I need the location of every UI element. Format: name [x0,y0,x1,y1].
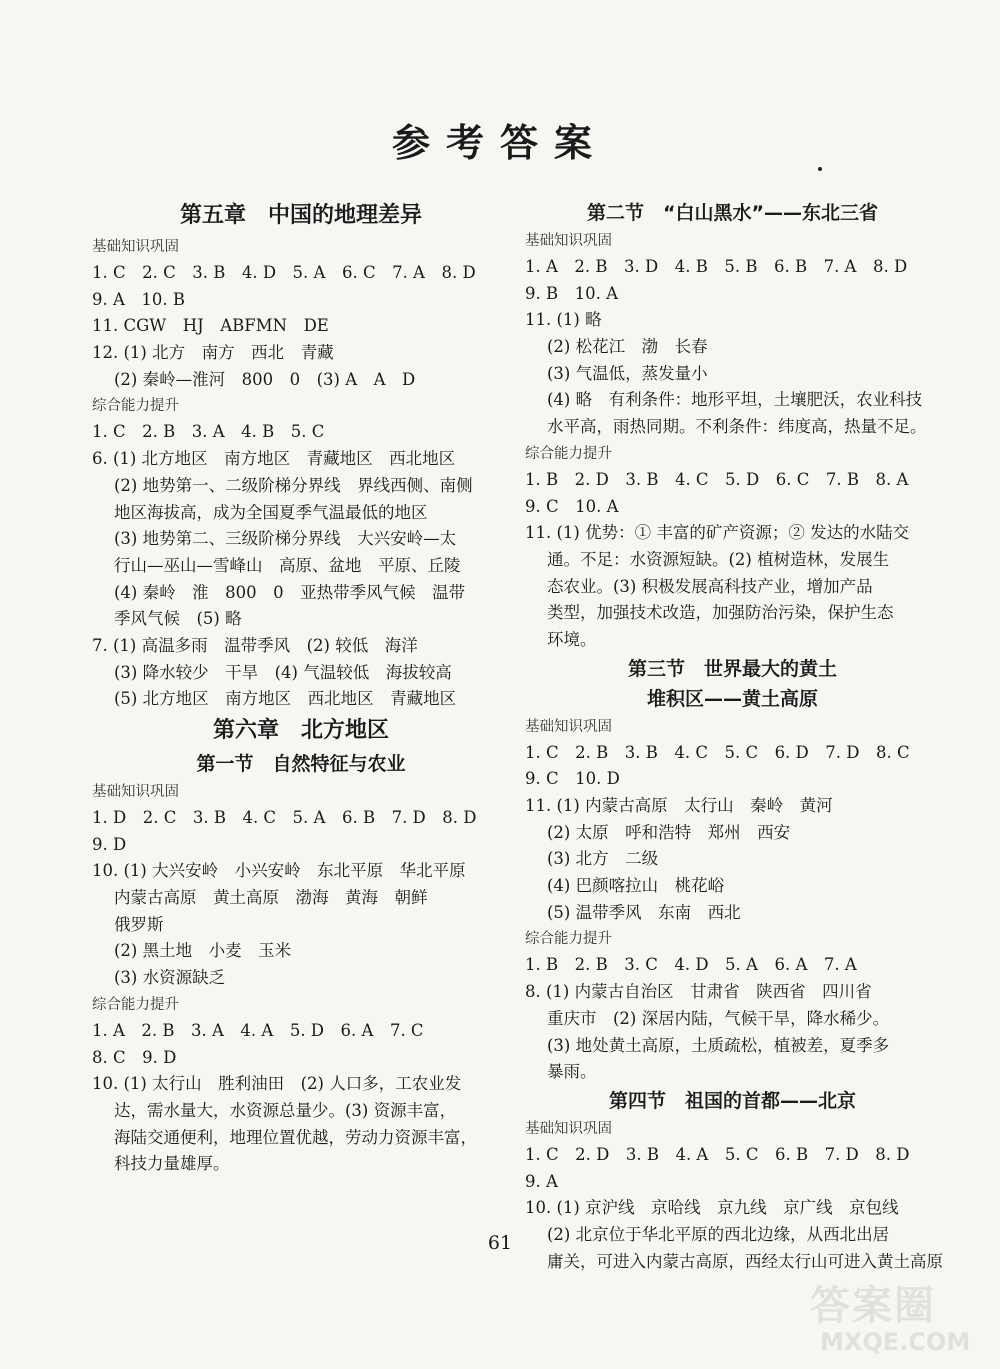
answer-line: (3) 气温低，蒸发量小 [547,363,708,383]
answer-line: 季风气候 (5) 略 [114,609,242,629]
answer-line: 环境。 [547,629,597,649]
answer-line: (4) 略 有利条件：地形平坦，土壤肥沃，农业科技 [547,390,923,410]
answer-line: 庸关，可进入内蒙古高原，西经太行山可进入黄土高原 [547,1251,943,1271]
watermark-text: 答案圈 [810,1283,936,1329]
basic-knowledge-label: 基础知识巩固 [525,1120,612,1137]
basic-knowledge-label: 基础知识巩固 [92,239,179,255]
basic-knowledge-label: 基础知识巩固 [92,784,179,800]
comprehensive-label: 综合能力提升 [92,398,179,415]
answer-line: 11. CGW HJ ABFMN DE [92,316,329,336]
answer-line: 12. (1) 北方 南方 西北 青藏 [92,343,334,363]
answer-line: (3) 地势第二、三级阶梯分界线 大兴安岭—太 [114,529,457,549]
answer-line: 8. C 9. D [92,1047,177,1067]
section-1-title: 第一节 自然特征与农业 [196,753,406,775]
section-3-title-line-2: 堆积区——黄土高原 [646,687,818,710]
left-column [92,198,510,1178]
chapter-6-title: 第六章 北方地区 [212,718,389,743]
chapter-5-title: 第五章 中国的地理差异 [179,203,422,228]
comprehensive-label: 综合能力提升 [92,996,179,1013]
answer-line: 10. (1) 大兴安岭 小兴安岭 东北平原 华北平原 [92,861,466,881]
right-column [525,198,943,1275]
answer-line: (2) 松花江 渤 长春 [547,337,708,357]
answer-line: 俄罗斯 [114,914,164,934]
answer-line: 科技力量雄厚。 [114,1154,230,1174]
answer-line: (5) 北方地区 南方地区 西北地区 青藏地区 [114,689,457,709]
answer-line: 11. (1) 内蒙古高原 太行山 秦岭 黄河 [525,796,833,815]
answer-line: 9. A [525,1171,558,1191]
answer-line: 1. D 2. C 3. B 4. C 5. A 6. B 7. D 8. D [92,808,477,827]
answer-line: 9. B 10. A [525,283,619,303]
answer-line: 内蒙古高原 黄土高原 渤海 黄海 朝鲜 [114,888,428,908]
answer-line: 9. C 10. D [525,769,620,789]
comprehensive-label: 综合能力提升 [525,931,612,948]
answer-line: 行山—巫山—雪峰山 高原、盆地 平原、丘陵 [114,555,461,575]
answer-line: (2) 黑土地 小麦 玉米 [114,941,292,961]
answer-line: 海陆交通便利，地理位置优越，劳动力资源丰富， [114,1127,477,1147]
watermark-logo [800,1268,985,1363]
answer-line: (2) 太原 呼和浩特 郑州 西安 [547,822,791,842]
answer-line: 1. A 2. B 3. A 4. A 5. D 6. A 7. C [92,1020,424,1040]
answer-line: 9. A 10. B [92,289,186,309]
page-title: 参考答案 [391,121,608,165]
answer-line: 态农业。(3) 积极发展高科技产业，增加产品 [547,576,873,596]
answer-line: (3) 水资源缺乏 [114,968,226,988]
page-number: 61 [487,1232,513,1254]
answer-line: 1. C 2. B 3. A 4. B 5. C [92,422,325,442]
answer-line: 11. (1) 优势：① 丰富的矿产资源；② 发达的水陆交 [525,523,910,543]
answer-line: 8. (1) 内蒙古自治区 甘肃省 陕西省 四川省 [525,982,872,1002]
answer-line: (3) 降水较少 干旱 (4) 气温较低 海拔较高 [114,662,452,682]
watermark-url: MXQE.COM [820,1328,971,1356]
answer-line: 11. (1) 略 [525,310,602,330]
answer-line: (2) 北京位于华北平原的西北边缘，从西北出居 [547,1224,890,1244]
basic-knowledge-label: 基础知识巩固 [525,233,612,249]
answer-line: 暴雨。 [547,1062,597,1082]
answer-line: (5) 温带季风 东南 西北 [547,902,741,922]
answer-line: 6. (1) 北方地区 南方地区 青藏地区 西北地区 [92,449,456,469]
answer-line: 重庆市 (2) 深居内陆，气候干旱，降水稀少。 [547,1008,890,1028]
section-4-title: 第四节 祖国的首都——北京 [608,1089,856,1112]
answer-line: (3) 北方 二级 [547,849,659,869]
answer-line: (2) 地势第一、二级阶梯分界线 界线西侧、南侧 [114,475,473,495]
answer-line: 1. C 2. B 3. B 4. C 5. C 6. D 7. D 8. C [525,742,910,762]
answer-line: (2) 秦岭—淮河 800 0 (3) A A D [114,369,416,389]
answer-line: (3) 地处黄土高原，土质疏松，植被差，夏季多 [547,1035,890,1055]
answer-line: 1. B 2. D 3. B 4. C 5. D 6. C 7. B 8. A [525,469,909,489]
stray-dot [818,167,822,171]
answer-line: (4) 巴颜喀拉山 桃花峪 [547,876,725,896]
answer-line: 类型，加强技术改造，加强防治污染，保护生态 [547,603,894,623]
answer-line: 水平高，雨热同期。不利条件：纬度高，热量不足。 [547,417,927,437]
answer-line: 地区海拔高，成为全国夏季气温最低的地区 [114,502,428,522]
section-3-title-line-1: 第三节 世界最大的黄土 [627,657,837,680]
comprehensive-label: 综合能力提升 [525,445,612,462]
answer-line: 1. B 2. B 3. C 4. D 5. A 6. A 7. A [525,955,857,975]
answer-line: 9. D [92,834,127,854]
answer-line: 通。不足：水资源短缺。(2) 植树造林，发展生 [547,549,890,569]
answer-line: 9. C 10. A [525,496,619,516]
answer-line: 10. (1) 太行山 胜利油田 (2) 人口多，工农业发 [92,1074,462,1094]
answer-line: 1. C 2. D 3. B 4. A 5. C 6. B 7. D 8. D [525,1144,910,1164]
answer-line: (4) 秦岭 淮 800 0 亚热带季风气候 温带 [114,582,466,602]
answer-line: 1. A 2. B 3. D 4. B 5. B 6. B 7. A 8. D [525,257,908,276]
answer-line: 10. (1) 京沪线 京哈线 京九线 京广线 京包线 [525,1198,899,1218]
answer-line: 7. (1) 高温多雨 温带季风 (2) 较低 海洋 [92,635,418,655]
basic-knowledge-label: 基础知识巩固 [525,718,612,735]
answer-line: 达，需水量大，水资源总量少。(3) 资源丰富， [114,1100,457,1120]
answer-line: 1. C 2. C 3. B 4. D 5. A 6. C 7. A 8. D [92,263,476,282]
section-2-title: 第二节 “白山黑水”——东北三省 [587,202,878,224]
